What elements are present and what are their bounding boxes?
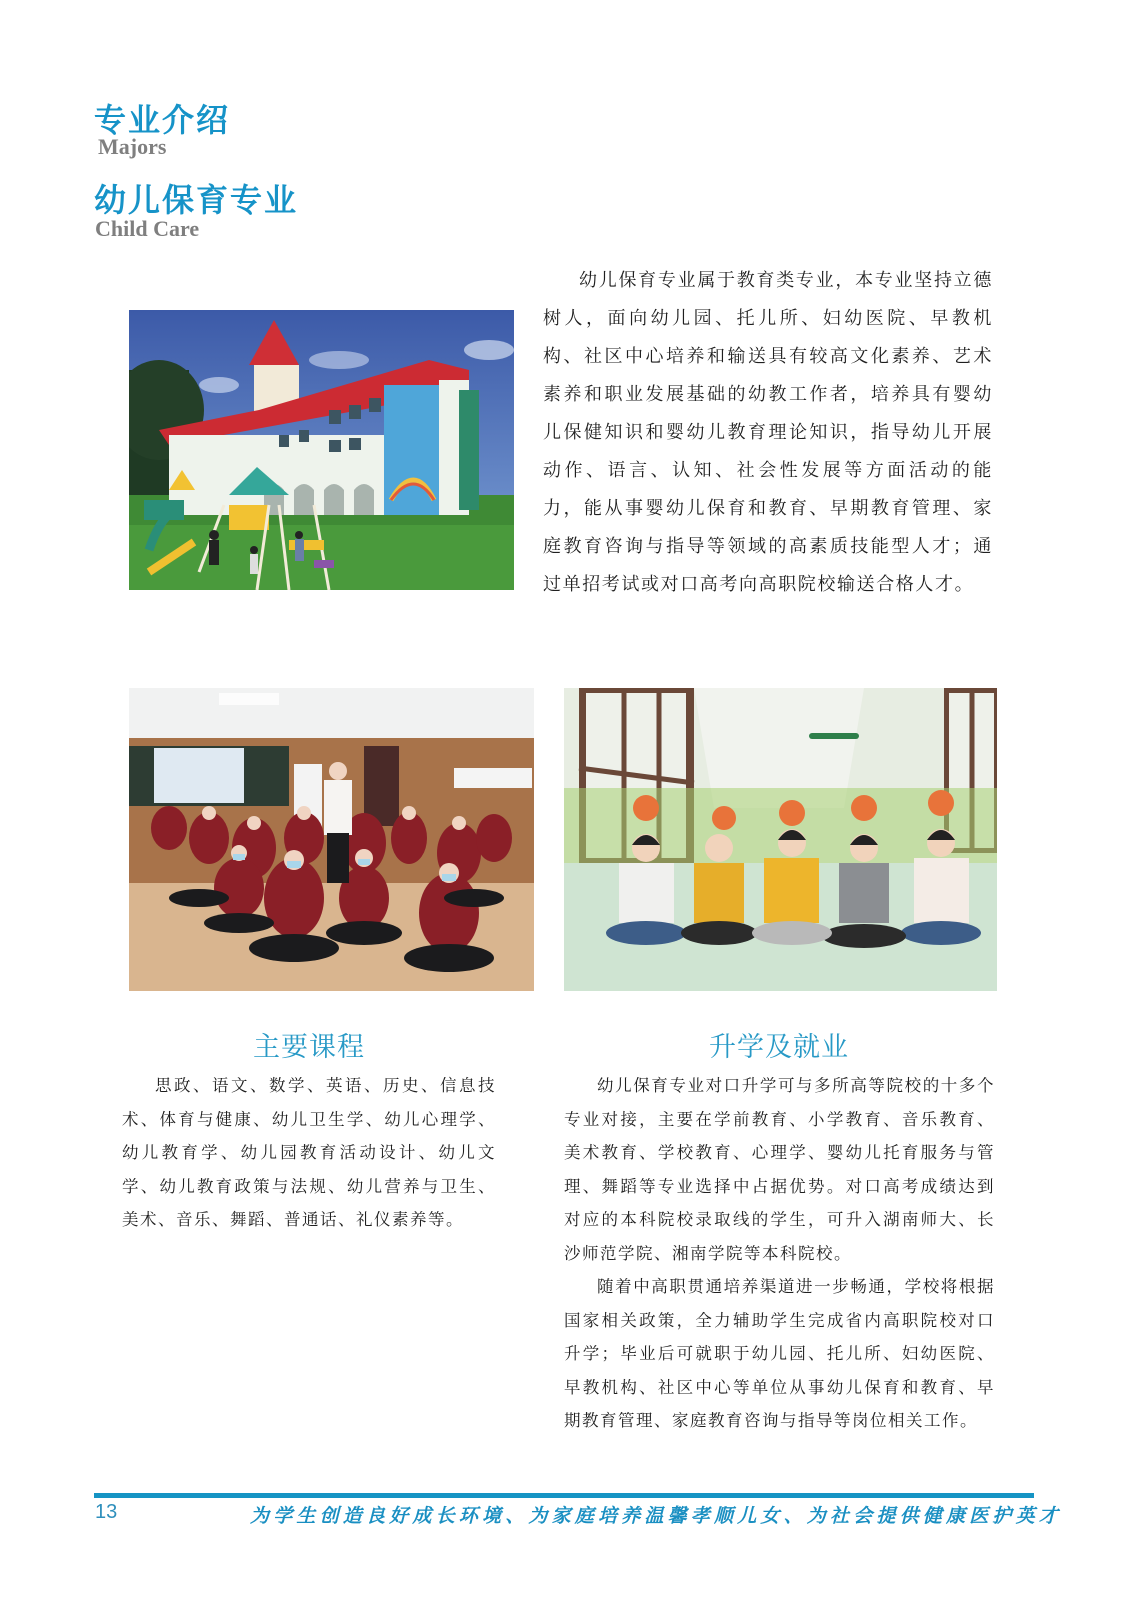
career-text-2: 随着中高职贯通培养渠道进一步畅通，学校将根据国家相关政策，全力辅助学生完成省内高职院校对口升学；毕业后可就职于幼儿园、托儿所、妇幼医院、早教机构、社区中心等单位从事幼儿保育和教育、早期教育管理、家庭教育咨询与指导等岗位相关工作。 xyxy=(564,1277,995,1430)
career-text-1: 幼儿保育专业对口升学可与多所高等院校的十多个专业对接，主要在学前教育、小学教育、音乐教育、美术教育、学校教育、心理学、婴幼儿托育服务与管理、舞蹈等专业选择中占据优势。对口高考成绩达到对应的本科院校录取线的学生，可升入湖南师大、长沙师范学院、湘南学院等本科院校。 xyxy=(564,1076,995,1263)
courses-text: 思政、语文、数学、英语、历史、信息技术、体育与健康、幼儿卫生学、幼儿心理学、幼儿教育学、幼儿园教育活动设计、幼儿文学、幼儿教育政策与法规、幼儿营养与卫生、美术、音乐、舞蹈、普通话、礼仪素养等。 xyxy=(122,1076,496,1229)
dance-class-image xyxy=(129,688,534,991)
footer-slogan: 为学生创造良好成长环境、为家庭培养温馨孝顺儿女、为社会提供健康医护英才 xyxy=(250,1505,1063,1527)
section-subtitle: Majors xyxy=(98,134,167,159)
children-photo xyxy=(564,688,997,991)
children-image xyxy=(564,688,997,991)
career-heading: 升学及就业 xyxy=(709,1032,849,1063)
courses-paragraph xyxy=(122,1069,496,1237)
major-subtitle: Child Care xyxy=(95,216,200,241)
building-image xyxy=(129,310,514,590)
page-number: 13 xyxy=(95,1501,118,1523)
courses-heading: 主要课程 xyxy=(253,1032,365,1063)
career-paragraphs xyxy=(564,1069,995,1438)
major-title: 幼儿保育专业 xyxy=(94,181,299,219)
dance-class-photo xyxy=(129,688,534,991)
intro-text: 幼儿保育专业属于教育类专业，本专业坚持立德树人，面向幼儿园、托儿所、妇幼医院、早教机构、社区中心培养和输送具有较高文化素养、艺术素养和职业发展基础的幼教工作者，培养具有婴幼儿保健知识和婴幼儿教育理论知识，指导幼儿开展动作、语言、认知、社会性发展等方面活动的能力，能从事婴幼儿保育和教育、早期教育管理、家庭教育咨询与指导等领域的高素质技能型人才；通过单招考试或对口高考向高职院校输送合格人才。 xyxy=(543,270,993,595)
section-title: 专业介绍 xyxy=(94,101,231,139)
kindergarten-building-photo xyxy=(129,310,514,590)
intro-paragraph xyxy=(543,262,993,604)
footer-rule xyxy=(94,1493,1034,1498)
